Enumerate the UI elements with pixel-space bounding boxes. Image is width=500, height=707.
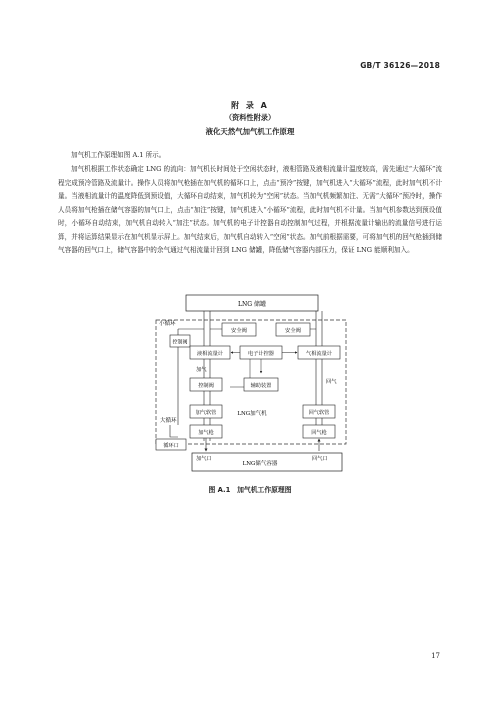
small-cycle-label: 小循环 xyxy=(159,321,176,327)
page-number: 17 xyxy=(431,652,440,660)
return-port-label: 回气口 xyxy=(312,456,328,462)
controller-label: 电子计控器 xyxy=(248,351,274,357)
cycle-port-label: 循环口 xyxy=(163,443,179,449)
gas-meter-label: 气相流量计 xyxy=(306,351,332,357)
return-gas-label: 回气 xyxy=(326,379,337,385)
lng-tank-label: LNG 储罐 xyxy=(238,301,266,308)
working-principle-diagram xyxy=(148,291,358,481)
control-valve-top-label: 控制阀 xyxy=(172,339,188,346)
return-nozzle-label: 回气枪 xyxy=(311,430,327,436)
fill-hose-label: 加气软管 xyxy=(195,410,217,416)
annex-title: 附 录 A xyxy=(231,101,269,110)
figure-caption: 图 A.1 加气机工作原理图 xyxy=(208,486,292,494)
container-label: LNG储气容器 xyxy=(242,461,278,467)
control-valve-label: 控制阀 xyxy=(198,383,214,389)
machine-label: LNG加气机 xyxy=(237,411,267,417)
aux-device-label: 辅助装置 xyxy=(250,383,272,389)
liquid-meter-label: 液相流量计 xyxy=(197,351,223,357)
return-hose-label: 回气软管 xyxy=(308,410,330,416)
fill-port-label: 加气口 xyxy=(196,456,212,462)
fill-label: 加气 xyxy=(196,367,207,373)
safety-valve-right-label: 安全阀 xyxy=(285,328,301,334)
big-cycle-label: 大循环 xyxy=(160,418,177,424)
safety-valve-left-label: 安全阀 xyxy=(231,328,247,334)
annex-name: 液化天然气加气机工作原理 xyxy=(205,127,295,136)
intro-paragraph: 加气机工作原理如图 A.1 所示。 xyxy=(71,151,166,159)
annex-type: （资料性附录） xyxy=(224,113,276,122)
fill-nozzle-label: 加气枪 xyxy=(198,430,214,436)
body-paragraph: 加气机根据工作状态确定 LNG 的流向：加气机长时间处于空闲状态时，液相管路及液相流量计温度较高，需先通过“大循环”流程完成预冷管路及流量计。操作人员将加气枪插在加气机的循环口上，点击“预冷”按键，加气机进入“大循环”流程，此时加气机不计量。当液相流量计的温度降低到预设值，大循环自动结束，加气机转为“空闲”状态。当加气机频繁加注、无需“大循环”预冷时，操作人员将加气枪插在储气容器的加气口上，点击“加注”按键，加气机进入“小循环”流程，此时加气机不计量。当加气机参数达到预设值时，小循环自动结束，加气机自动转入“加注”状态。加气机的电子计控器自动控制加气过程，并根据流量计输出的流量信号进行运算，并将运算结果显示在加气机显示屏上。加气结束后，加气机自动转入“空闲”状态。加气前根据需要，可将加气机的回气枪插到储气容器的回气口上，储气容器中的余气通过气相流量计回到 LNG 储罐，降低储气容器内部压力，保证 LNG 能顺利加入。 xyxy=(58,165,442,254)
standard-code: GB/T 36126—2018 xyxy=(360,61,440,70)
